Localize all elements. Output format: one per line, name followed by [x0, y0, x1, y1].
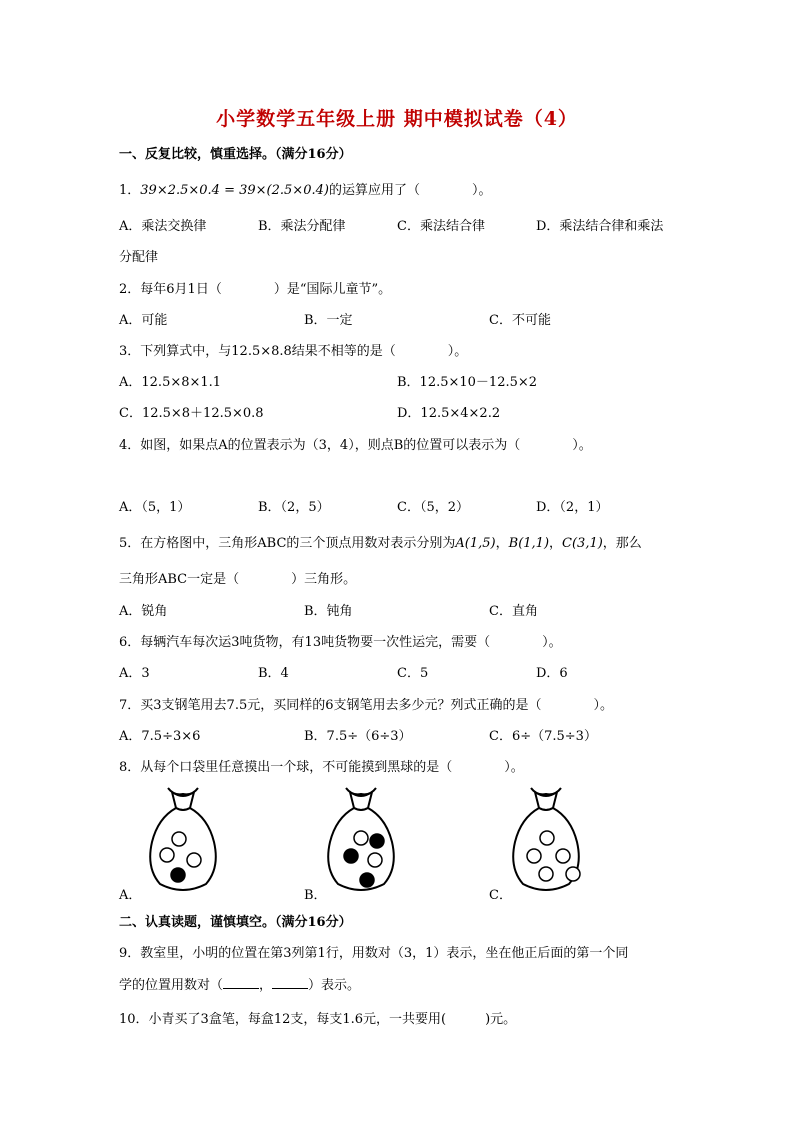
- question-4: 4．如图，如果点A的位置表示为（3，4），则点B的位置可以表示为（ ）。: [119, 438, 592, 453]
- white-ball: [540, 831, 554, 845]
- white-ball: [160, 848, 174, 862]
- q7-option-a[interactable]: A．7.5÷3×6: [119, 729, 201, 744]
- q2-option-b[interactable]: B．一定: [304, 313, 353, 328]
- q7-option-c[interactable]: C．6÷（7.5÷3）: [489, 729, 597, 744]
- question-5-line-2: 三角形ABC一定是（ ）三角形。: [119, 572, 357, 587]
- question-7: 7．买3支钢笔用去7.5元，买同样的6支钢笔用去多少元？列式正确的是（ ）。: [119, 698, 613, 713]
- question-3: 3．下列算式中，与12.5×8.8结果不相等的是（ ）。: [119, 344, 468, 359]
- q8-option-c[interactable]: C．: [489, 888, 512, 903]
- q5-option-c[interactable]: C．直角: [489, 604, 538, 619]
- black-ball: [360, 873, 374, 887]
- q6-option-b[interactable]: B．4: [258, 666, 289, 681]
- white-ball: [187, 853, 201, 867]
- q6-option-d[interactable]: D．6: [536, 666, 568, 681]
- answer-blank-2[interactable]: [272, 976, 308, 989]
- separator: ，: [495, 536, 509, 551]
- question-1-suffix: 的运算应用了（ ）。: [328, 183, 492, 198]
- question-8: 8．从每个口袋里任意摸出一个球，不可能摸到黑球的是（ ）。: [119, 760, 524, 775]
- question-2: 2．每年6月1日（ ）是“国际儿童节”。: [119, 282, 392, 297]
- q4-option-a[interactable]: A．（5，1）: [119, 500, 191, 515]
- black-ball: [370, 834, 384, 848]
- bag-a-icon: [138, 786, 228, 894]
- q2-option-c[interactable]: C．不可能: [489, 313, 551, 328]
- question-5-text: 5．在方格图中，三角形ABC的三个顶点用数对表示分别为: [119, 536, 456, 551]
- section-2-heading: 二、认真读题，谨慎填空。（满分16分）: [119, 915, 352, 930]
- separator: ，: [549, 536, 563, 551]
- q4-option-c[interactable]: C．（5，2）: [397, 500, 469, 515]
- q3-option-c[interactable]: C．12.5×8＋12.5×0.8: [119, 406, 264, 421]
- answer-blank-1[interactable]: [223, 976, 259, 989]
- white-ball: [172, 832, 186, 846]
- question-1: [119, 182, 491, 200]
- q8-option-a[interactable]: A．: [119, 888, 142, 903]
- question-5-tail: ，那么: [602, 536, 642, 551]
- black-ball: [171, 868, 185, 882]
- q3-option-d[interactable]: D．12.5×4×2.2: [397, 406, 501, 421]
- q3-option-a[interactable]: A．12.5×8×1.1: [119, 375, 222, 390]
- question-9-line-1: 9．教室里，小明的位置在第3列第1行，用数对（3，1）表示，坐在他正后面的第一个同: [119, 946, 629, 961]
- page-title: 小学数学五年级上册 期中模拟试卷（4）: [216, 108, 578, 130]
- question-10: 10．小青买了3盒笔，每盒12支，每支1.6元，一共要用( )元。: [119, 1012, 517, 1027]
- section-1-heading: 一、反复比较，慎重选择。（满分16分）: [119, 147, 352, 162]
- q2-option-a[interactable]: A．可能: [119, 313, 168, 328]
- q1-option-a[interactable]: A．乘法交换律: [119, 219, 207, 234]
- question-9-tail: ）表示。: [308, 978, 361, 993]
- q6-option-c[interactable]: C．5: [397, 666, 429, 681]
- white-ball: [527, 849, 541, 863]
- question-5-line-1: [119, 535, 642, 553]
- q5-option-a[interactable]: A．锐角: [119, 604, 168, 619]
- q4-option-d[interactable]: D．（2，1）: [536, 500, 609, 515]
- question-9-text: 学的位置用数对（: [119, 978, 224, 993]
- q6-option-a[interactable]: A．3: [119, 666, 150, 681]
- black-ball: [344, 849, 358, 863]
- q1-option-c[interactable]: C．乘法结合律: [397, 219, 485, 234]
- white-ball: [566, 867, 580, 881]
- q1-option-d[interactable]: D．乘法结合律和乘法: [536, 219, 664, 234]
- question-1-prefix: 1．: [119, 183, 141, 198]
- white-ball: [539, 867, 553, 881]
- q3-option-b[interactable]: B．12.5×10－12.5×2: [397, 375, 538, 390]
- q8-option-b[interactable]: B．: [304, 888, 327, 903]
- white-ball: [354, 831, 368, 845]
- point-c: C(3,1): [562, 536, 603, 551]
- point-a: A(1,5): [455, 536, 496, 551]
- q1-option-d-continued: 分配律: [119, 250, 159, 265]
- q7-option-b[interactable]: B．7.5÷（6÷3）: [304, 729, 412, 744]
- question-6: 6．每辆汽车每次运3吨货物，有13吨货物要一次性运完，需要（ ）。: [119, 635, 562, 650]
- q5-option-b[interactable]: B．钝角: [304, 604, 353, 619]
- question-1-formula: 39×2.5×0.4 = 39×(2.5×0.4): [140, 183, 329, 198]
- q1-option-b[interactable]: B．乘法分配律: [258, 219, 346, 234]
- bag-b-icon: [316, 786, 406, 894]
- question-9-line-2: [119, 976, 360, 995]
- point-b: B(1,1): [508, 536, 550, 551]
- q4-option-b[interactable]: B．（2，5）: [258, 500, 330, 515]
- bag-c-icon: [501, 786, 591, 894]
- white-ball: [556, 849, 570, 863]
- white-ball: [368, 853, 382, 867]
- separator: ，: [259, 978, 273, 993]
